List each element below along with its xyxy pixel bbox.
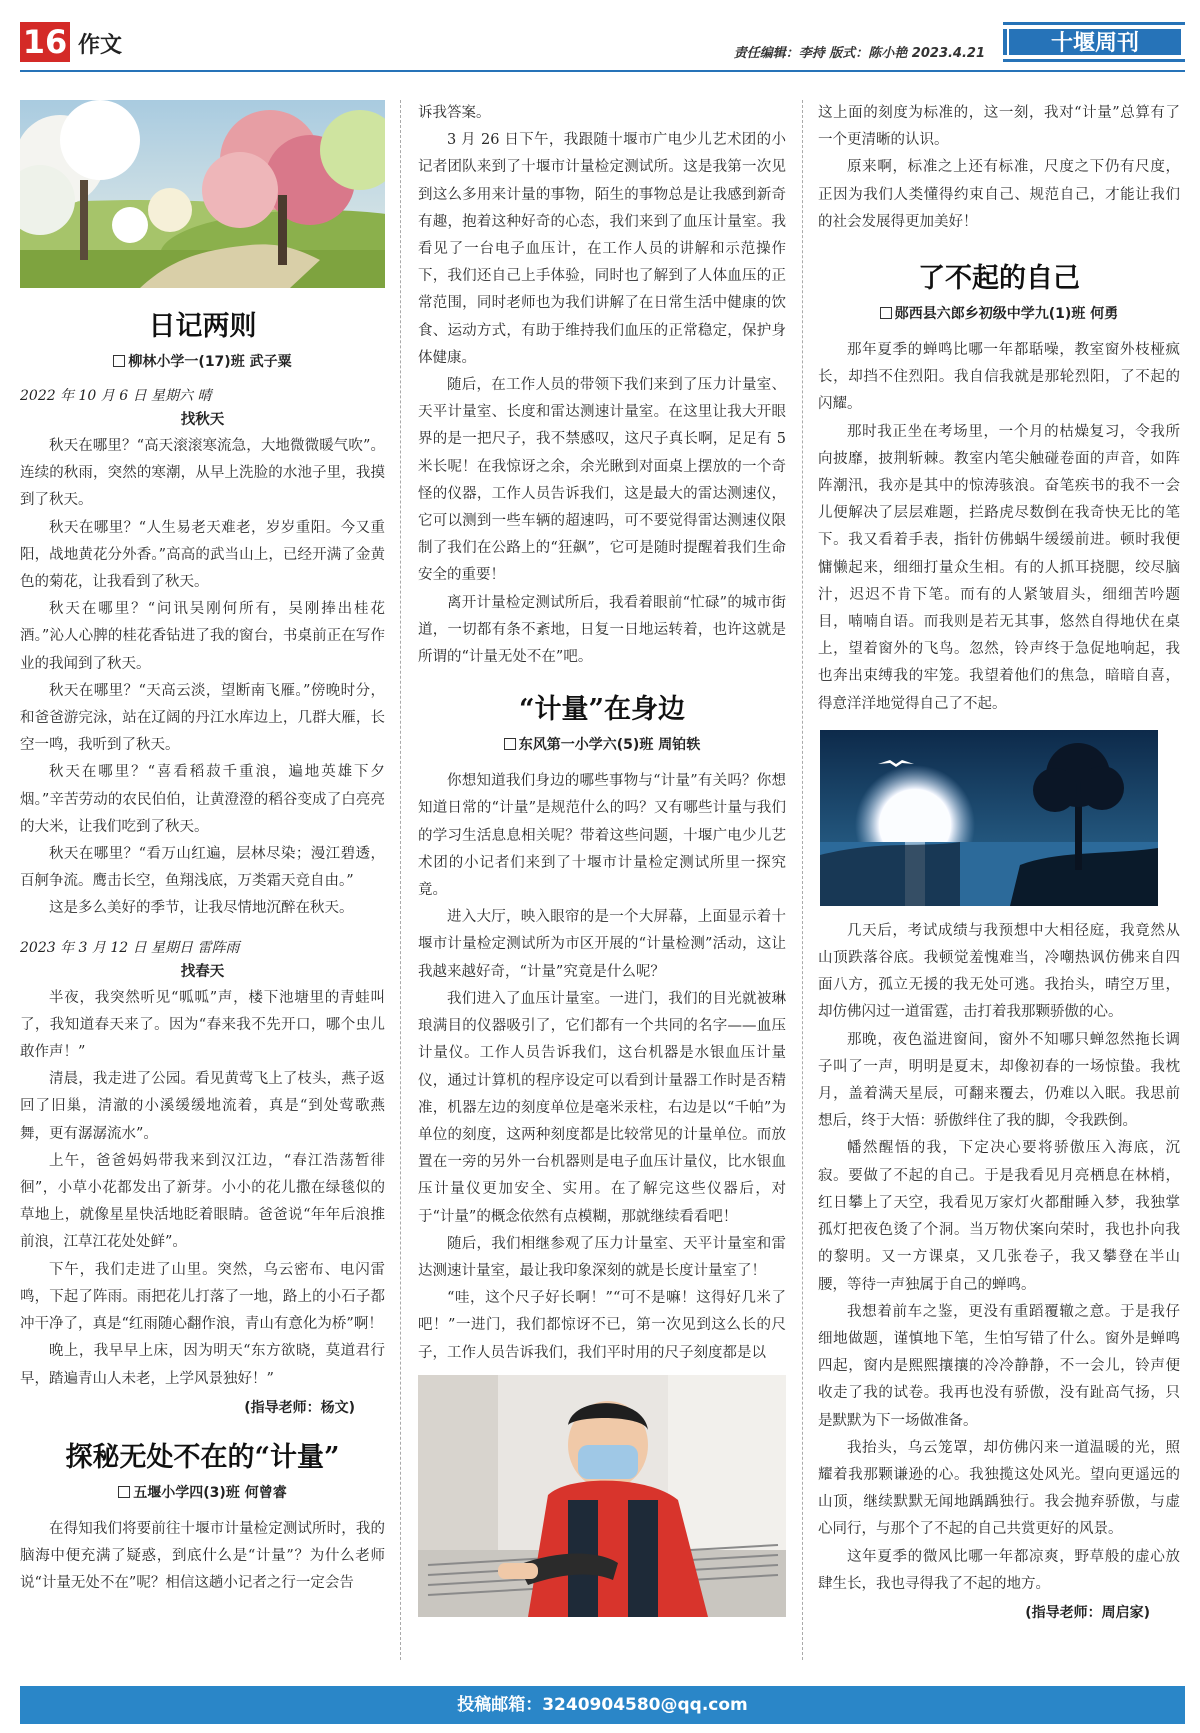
paragraph: 清晨，我走进了公园。看见黄莺飞上了枝头，燕子返回了旧巢，清澈的小溪缓缓地流着，真是“到处莺歌燕舞，更有潺潺流水”。 [20, 1071, 385, 1142]
paragraph: 秋天在哪里？“喜看稻菽千重浪，遍地英雄下夕烟。”辛苦劳动的农民伯伯，让黄澄澄的稻谷变成了白亮亮的大米，让我们吃到了秋天。 [20, 764, 385, 835]
column-divider [802, 100, 803, 1660]
paragraph: 下午，我们走进了山里。突然，乌云密布、电闪雷鸣，下起了阵雨。雨把花儿打落了一地，路上的小石子都冲干净了，真是“红雨随心翻作浪，青山有意化为桥”啊！ [20, 1261, 385, 1333]
paragraph: 那时我正坐在考场里，一个月的枯燥复习，令我所向披靡，披荆斩棘。教室内笔尖触碰卷面的声音，如阵阵潮汛，我亦是其中的惊涛骇浪。奋笔疾书的我不一会儿便解决了层层难题，拦路虎尽数倒在我奇快无比的笔下。我又看着手表，指针仿佛蜗牛缓缓前进。顿时我便慵懒起来，细细打量众生相。有的人抓耳挠腮，绞尽脑汁，迟迟不肯下笔。而有的人紧皱眉头，细细苦吟题目，喃喃自语。而我则是若无其事，悠然自得地伏在桌上，望着窗外的飞鸟。忽然，铃声终于急促地响起，我也奔出束缚我的牢笼。我望着他们的焦急，暗暗自喜，得意洋洋地觉得自己了不起。 [818, 423, 1180, 712]
paragraph: 秋天在哪里？“看万山红遍，层林尽染；漫江碧透，百舸争流。鹰击长空，鱼翔浅底，万类霜天竞自由。” [20, 846, 385, 890]
diary-date-1: 2022 年 10 月 6 日 星期六 晴 [20, 388, 212, 404]
column-1 [20, 100, 385, 1597]
article-title-remarkable-self: 了不起的自己 [918, 263, 1080, 295]
diary-subtitle-2: 找春天 [180, 963, 225, 980]
column-2 [418, 100, 786, 1617]
paragraph: 秋天在哪里？“高天滚滚寒流急，大地微微暖气吹”。连续的秋雨，突然的寒潮，从早上洗脸的水池子里，我摸到了秋天。 [20, 438, 385, 509]
page-number: 16 [20, 22, 70, 62]
paragraph: 我抬头，乌云笼罩，却仿佛闪来一道温暖的光，照耀着我那颗谦逊的心。我独揽这处风光。望向更遥远的山顶，继续默默无闻地踽踽独行。我会抛弃骄傲，与虚心同行，与那个了不起的自己共赏更好的风景。 [818, 1439, 1180, 1538]
masthead-bar [1003, 29, 1007, 55]
article-byline-nearby [418, 734, 786, 754]
paragraph: 半夜，我突然听见“呱呱”声，楼下池塘里的青蛙叫了，我知道春天来了。因为“春来我不先开口，哪个虫儿敢作声！” [20, 989, 385, 1061]
byline-text: 郧西县六郎乡初级中学九(1)班 何勇 [894, 306, 1119, 323]
paragraph: 这年夏季的微风比哪一年都凉爽，野草般的虚心放肆生长，我也寻得我了不起的地方。 [818, 1548, 1180, 1592]
paragraph: 原来啊，标准之上还有标准，尺度之下仍有尺度，正因为我们人类懂得约束自己、规范自己，才能让我们的社会发展得更加美好！ [818, 159, 1180, 230]
byline-box [118, 1486, 130, 1498]
spring-landscape-painting [20, 100, 385, 288]
paragraph: 诉我答案。 [418, 105, 491, 121]
byline-text: 五堰小学四(3)班 何曾睿 [133, 1484, 287, 1501]
byline-box [504, 738, 516, 750]
paragraph: 那年夏季的蝉鸣比哪一年都聒噪，教室窗外枝桠疯长，却挡不住烈阳。我自信我就是那轮烈阳，了不起的闪耀。 [818, 342, 1180, 413]
teacher-credit: (指导老师：杨文) [244, 1399, 355, 1416]
paragraph: 上午，爸爸妈妈带我来到汉江边，“春江浩荡暂徘徊”，小草小花都发出了新芽。小小的花儿撒在绿毯似的草地上，就像星星快活地眨着眼睛。爸爸说“年年后浪推前浪，江草江花处处鲜”。 [20, 1152, 385, 1251]
diary-date-2: 2023 年 3 月 12 日 星期日 雷阵雨 [20, 939, 240, 956]
submission-email-bar: 投稿邮箱：3240904580@qq.com [20, 1686, 1185, 1724]
page-header [20, 18, 1185, 70]
paragraph: 秋天在哪里？“问讯吴刚何所有，吴刚捧出桂花酒。”沁人心脾的桂花香钻进了我的窗台，书桌前正在写作业的我闻到了秋天。 [20, 601, 385, 672]
article-title-measurement: 探秘无处不在的“计量” [65, 1441, 340, 1473]
masthead [1003, 22, 1185, 62]
paragraph: 随后，在工作人员的带领下我们来到了压力计量室、天平计量室、长度和雷达测速计量室。在这里让我大开眼界的是一把尺子，我不禁感叹，这尺子真长啊，足足有 5 米长呢！在我惊讶之余，余光瞅到对面桌上摆放的一个奇怪的仪器，工作人员告诉我们，这是最大的雷达测速仪，它可以测到一些车辆的超速吗，可不要觉得雷达测速仪限制了我们在公路上的“狂飙”，它可是随时提醒着我们生命安全的重要！ [418, 377, 786, 584]
article-byline-remarkable-self [818, 303, 1180, 323]
article-title-diary: 日记两则 [148, 311, 257, 342]
header-rule [20, 70, 1185, 72]
byline-box [880, 307, 892, 319]
byline-text: 东风第一小学六(5)班 周铂轶 [518, 737, 701, 754]
paragraph: 在得知我们将要前往十堰市计量检定测试所时，我的脑海中便充满了疑惑，到底什么是“计量”？为什么老师说“计量无处不在”呢？相信这趟小记者之行一定会告 [20, 1520, 385, 1592]
paragraph: 秋天在哪里？“人生易老天难老，岁岁重阳。今又重阳，战地黄花分外香。”高高的武当山上，已经开满了金黄色的菊花，让我看到了秋天。 [20, 519, 385, 591]
teacher-credit: (指导老师：周启家) [1025, 1604, 1150, 1621]
paragraph: 这是多么美好的季节，让我尽情地沉醉在秋天。 [49, 900, 354, 917]
paragraph: 幡然醒悟的我，下定决心要将骄傲压入海底，沉寂。要做了不起的自己。于是我看见月亮栖息在林梢，红日攀上了天空，我看见万家灯火都酣睡入梦，我独掌孤灯把夜色烫了个洞。当万物伏案向荣时，我也扑向我的黎明。又一方课桌，又几张卷子，我又攀登在半山腰，等待一声独属于自己的蝉鸣。 [818, 1140, 1180, 1293]
diary-subtitle-1: 找秋天 [180, 412, 225, 428]
byline-box [113, 355, 125, 367]
paragraph: 我想着前车之鉴，更没有重蹈覆辙之意。于是我仔细地做题，谨慎地下笔，生怕写错了什么。窗外是蝉鸣四起，窗内是熙熙攘攘的冷冷静静，不一会儿，铃声便收走了我的试卷。我再也没有骄傲，没有趾高气扬，只是默默为下一场做准备。 [818, 1303, 1180, 1429]
article-byline-measurement [20, 1482, 385, 1502]
paragraph: 你想知道我们身边的哪些事物与“计量”有关吗？你想知道日常的“计量”是规范什么的吗？又有哪些计量与我们的学习生活息息相关呢？带着这些问题，十堰广电少儿艺术团的小记者们来到了十堰市计量检定测试所里一探究竟。 [418, 773, 786, 899]
column-divider [400, 100, 401, 1660]
paragraph: “哇，这个尺子好长啊！”“可不是嘛！这得好几米了吧！”一进门，我们都惊讶不已，第一次见到这么长的尺子，工作人员告诉我们，我们平时用的尺子刻度都是以 [418, 1290, 786, 1361]
masthead-title: 十堰周刊 [1009, 29, 1181, 55]
paragraph: 进入大厅，映入眼帘的是一个大屏幕，上面显示着十堰市计量检定测试所为市区开展的“计量检测”活动，这让我越来越好奇，“计量”究竟是什么呢？ [418, 909, 786, 980]
column-3 [818, 100, 1180, 1622]
paragraph: 随后，我们相继参观了压力计量室、天平计量室和雷达测速计量室，最让我印象深刻的就是长度计量室了！ [418, 1235, 786, 1279]
paragraph: 晚上，我早早上床，因为明天“东方欲晓，莫道君行早，踏遍青山人未老，上学风景独好！” [20, 1343, 385, 1387]
paragraph: 我们进入了血压计量室。一进门，我们的目光就被琳琅满目的仪器吸引了，它们都有一个共同的名字——血压计量仪。工作人员告诉我们，这台机器是水银血压计量仪，通过计算机的程序设定可以看到计量器工作时是否精准，机器左边的刻度单位是毫米汞柱，右边是以“千帕”为单位的刻度，这两种刻度都是比较常见的计量单位。而放置在一旁的另外一台机器则是电子血压计量仪，比水银血压计量仪更加安全、实用。在了解完这些仪器后，对于“计量”的概念依然有点模糊，那就继续看看吧！ [418, 990, 786, 1225]
section-name: 作文 [78, 33, 123, 58]
moonlit-lake-painting [820, 730, 1158, 906]
article-title-nearby: “计量”在身边 [518, 694, 686, 726]
paragraph: 3 月 26 日下午，我跟随十堰市广电少儿艺术团的小记者团队来到了十堰市计量检定测试所。这是我第一次见到这么多用来计量的事物，陌生的事物总是让我感到新奇有趣，抱着这种好奇的心态，我们来到了血压计量室。我看见了一台电子血压计，在工作人员的讲解和示范操作下，我们还自己上手体验，同时也了解到了人体血压的正常范围，同时老师也为我们讲解了在日常生活中健康的饮食、运动方式，有助于维持我们血压的正常稳定，保护身体健康。 [418, 132, 786, 366]
paragraph: 几天后，考试成绩与我预想中大相径庭，我竟然从山顶跌落谷底。我顿觉羞愧难当，冷嘲热讽仿佛来自四面八方，孤立无援的我无处可逃。我抬头，晴空万里，却仿佛闪过一道雷霆，击打着我那颗骄傲的心。 [818, 922, 1180, 1021]
paragraph: 这上面的刻度为标准的，这一刻，我对“计量”总算有了一个更清晰的认识。 [818, 105, 1180, 149]
student-measuring-photo [418, 1375, 786, 1617]
paragraph: 秋天在哪里？“天高云淡，望断南飞雁。”傍晚时分，和爸爸游完泳，站在辽阔的丹江水库边上，几群大雁，长空一鸣，我听到了秋天。 [20, 682, 385, 754]
paragraph: 那晚，夜色溢进窗间，窗外不知哪只蝉忽然拖长调子叫了一声，明明是夏末，却像初春的一场惊蛰。我枕月，盖着满天星辰，可翻来覆去，仍难以入眠。我思前想后，终于大悟：骄傲绊住了我的脚，令我跌倒。 [818, 1031, 1180, 1130]
byline-text: 柳林小学一(17)班 武子粟 [128, 354, 292, 370]
article-byline-diary [20, 351, 385, 371]
editor-credits: 责任编辑：李持 版式：陈小艳 2023.4.21 [733, 46, 985, 61]
paragraph: 离开计量检定测试所后，我看着眼前“忙碌”的城市街道，一切都有条不紊地，日复一日地运转着，也许这就是所谓的“计量无处不在”吧。 [418, 594, 786, 666]
